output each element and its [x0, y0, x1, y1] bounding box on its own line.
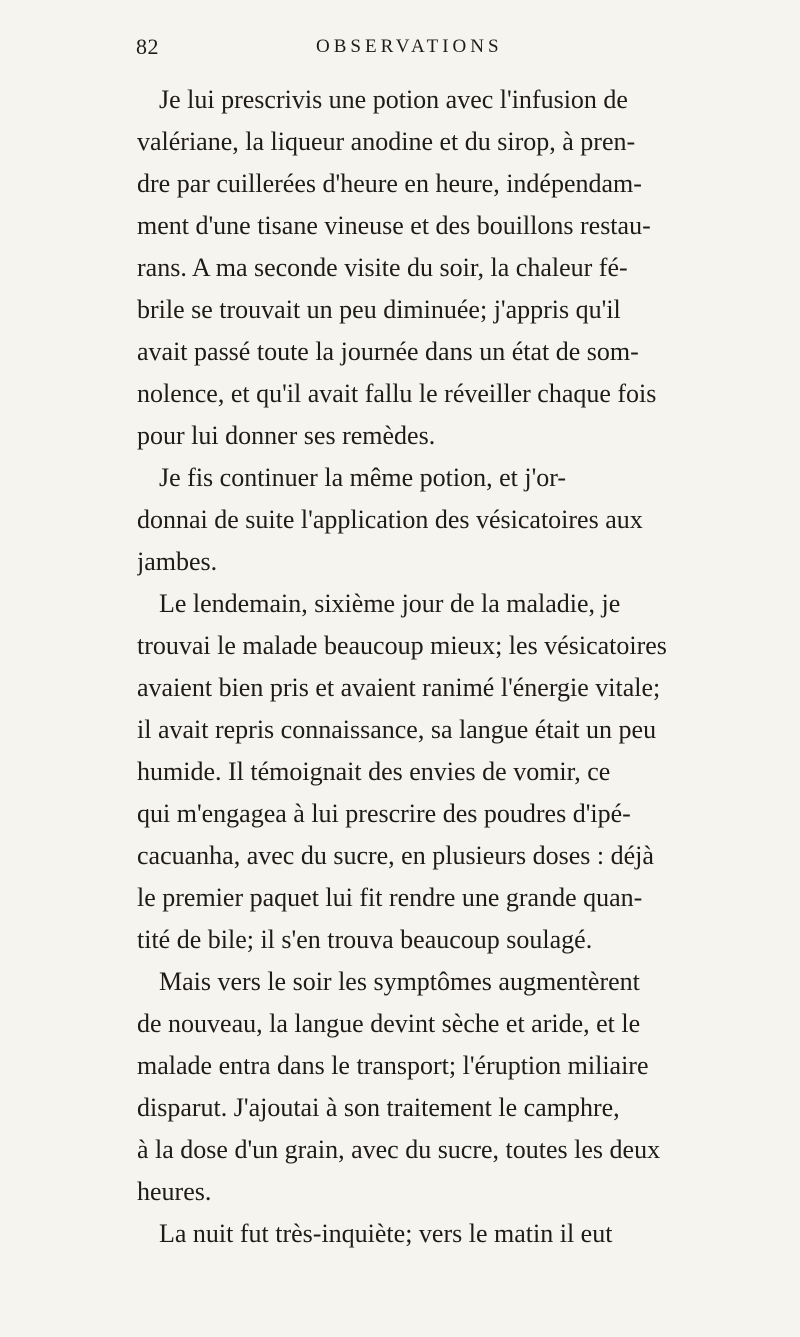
text-line: trouvai le malade beaucoup mieux; les vésicatoires: [137, 631, 667, 660]
text-line: valériane, la liqueur anodine et du sirop, à pren-: [137, 127, 636, 156]
text-line: Je fis continuer la même potion, et j'or-: [159, 463, 567, 492]
text-line: donnai de suite l'application des vésicatoires aux: [137, 505, 643, 534]
text-line: humide. Il témoignait des envies de vomir, ce: [137, 757, 611, 786]
page-header: [136, 34, 776, 66]
text-line: heures.: [137, 1177, 212, 1206]
text-line: brile se trouvait un peu diminuée; j'appris qu'il: [137, 295, 621, 324]
text-line: dre par cuillerées d'heure en heure, indépendam-: [137, 169, 642, 198]
text-line: avait passé toute la journée dans un état de som-: [137, 337, 639, 366]
running-head: OBSERVATIONS: [316, 36, 503, 57]
text-line: de nouveau, la langue devint sèche et aride, et le: [137, 1009, 641, 1038]
text-line: cacuanha, avec du sucre, en plusieurs doses : déjà: [137, 841, 654, 870]
text-line: disparut. J'ajoutai à son traitement le camphre,: [137, 1093, 620, 1122]
text-line: le premier paquet lui fit rendre une grande quan-: [137, 883, 643, 912]
text-line: tité de bile; il s'en trouva beaucoup soulagé.: [137, 925, 593, 954]
text-line: malade entra dans le transport; l'éruption miliaire: [137, 1051, 649, 1080]
text-line: Mais vers le soir les symptômes augmentèrent: [159, 967, 640, 996]
text-line: ment d'une tisane vineuse et des bouillons restau-: [137, 211, 651, 240]
text-line: Je lui prescrivis une potion avec l'infusion de: [159, 85, 628, 114]
text-line: avaient bien pris et avaient ranimé l'énergie vitale;: [137, 673, 661, 702]
body-text: [137, 79, 777, 1255]
text-line: qui m'engagea à lui prescrire des poudres d'ipé-: [137, 799, 631, 828]
page-number: 82: [136, 34, 159, 59]
text-line: à la dose d'un grain, avec du sucre, toutes les deux: [137, 1135, 661, 1164]
text-line: Le lendemain, sixième jour de la maladie, je: [159, 589, 621, 618]
text-line: La nuit fut très-inquiète; vers le matin il eut: [159, 1219, 613, 1248]
text-line: nolence, et qu'il avait fallu le réveiller chaque fois: [137, 379, 657, 408]
text-line: il avait repris connaissance, sa langue était un peu: [137, 715, 657, 744]
text-line: pour lui donner ses remèdes.: [137, 421, 436, 450]
text-line: jambes.: [137, 547, 218, 576]
text-line: rans. A ma seconde visite du soir, la chaleur fé-: [137, 253, 628, 282]
